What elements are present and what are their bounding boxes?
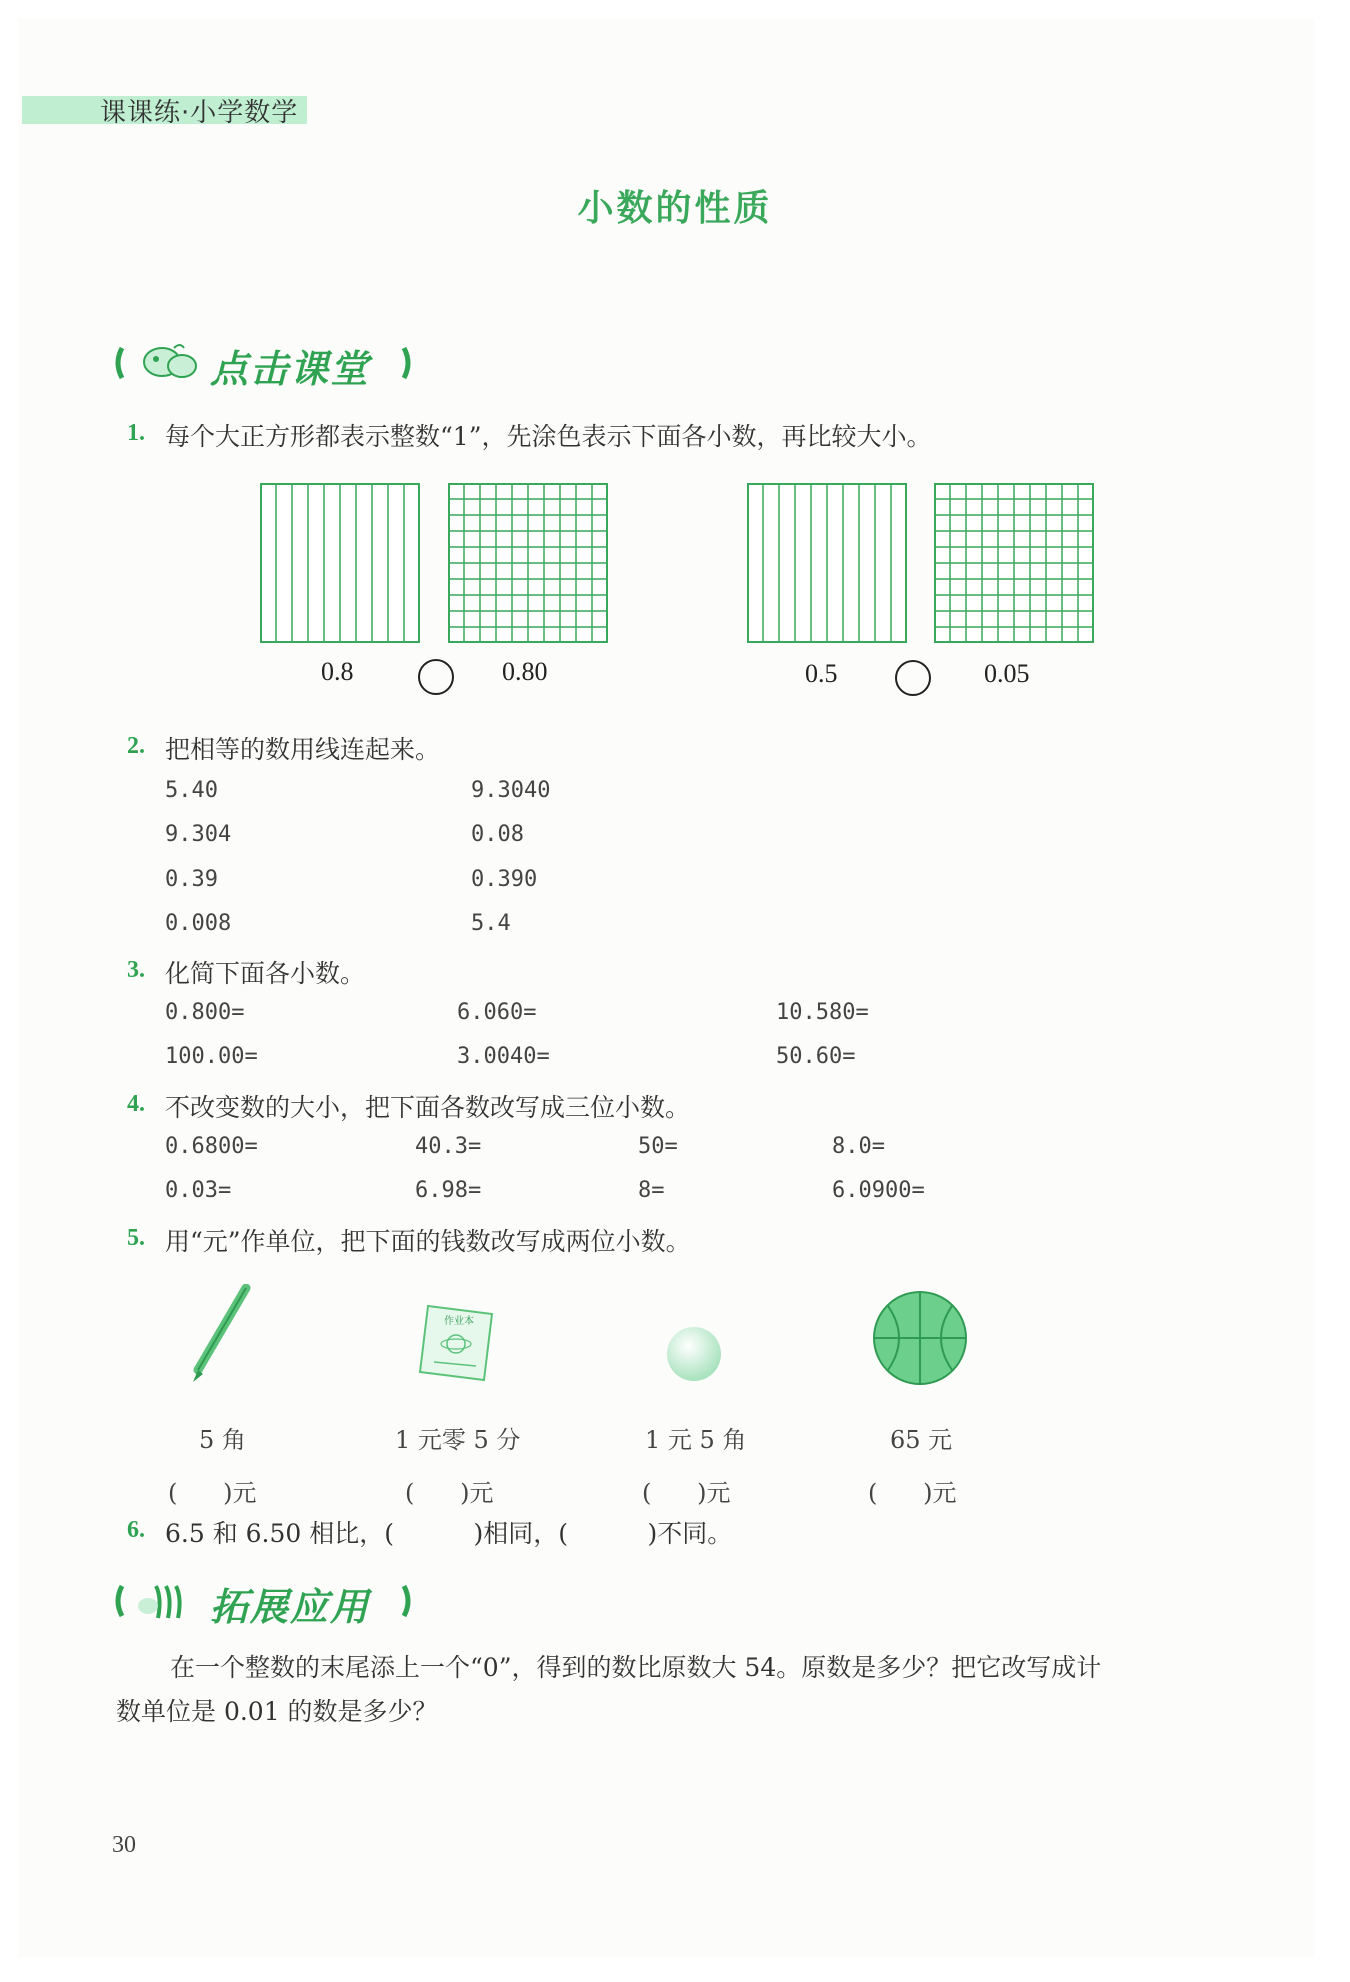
simplify-item[interactable]: 6.060=: [457, 1000, 537, 1025]
section-heading-classroom: [112, 340, 412, 391]
left-number[interactable]: 9.304: [165, 822, 232, 847]
tenths-grid-1[interactable]: [260, 483, 420, 643]
notebook-label: 作业本: [444, 1316, 474, 1327]
right-number[interactable]: 0.390: [471, 867, 538, 892]
simplify-item[interactable]: 3.0040=: [457, 1044, 550, 1069]
extension-text-line2: 数单位是 0.01 的数是多少？: [116, 1697, 438, 1726]
price-label: 5 角: [199, 1426, 246, 1454]
question-text[interactable]: 6.5 和 6.50 相比，( )相同，( )不同。: [165, 1519, 733, 1548]
price-label: 1 元零 5 分: [395, 1426, 521, 1454]
rewrite-item[interactable]: 50=: [638, 1134, 678, 1159]
right-number[interactable]: 0.08: [471, 822, 524, 847]
right-number[interactable]: 5.4: [471, 911, 511, 936]
simplify-item[interactable]: 10.580=: [776, 1000, 869, 1025]
compare-circle[interactable]: [895, 660, 931, 696]
right-number[interactable]: 9.3040: [471, 778, 551, 803]
notebook-icon: [414, 1300, 500, 1386]
question-number: 6.: [127, 1517, 145, 1543]
left-number[interactable]: 0.39: [165, 867, 218, 892]
price-label: 65 元: [890, 1426, 953, 1454]
answer-blank[interactable]: ( )元: [868, 1479, 957, 1507]
left-number[interactable]: 5.40: [165, 778, 218, 803]
decimal-label: 0.8: [321, 657, 354, 686]
rewrite-item[interactable]: 0.6800=: [165, 1134, 258, 1159]
question-number: 1.: [127, 420, 145, 446]
pencil-icon: [186, 1284, 256, 1384]
simplify-item[interactable]: 50.60=: [776, 1044, 856, 1069]
rewrite-item[interactable]: 8=: [638, 1178, 665, 1203]
rewrite-item[interactable]: 8.0=: [832, 1134, 885, 1159]
section-heading-extension: [112, 1578, 412, 1629]
question-text: 不改变数的大小，把下面各数改写成三位小数。: [165, 1093, 691, 1122]
simplify-item[interactable]: 0.800=: [165, 1000, 245, 1025]
compare-circle[interactable]: [418, 659, 454, 695]
section-label: 点击课堂: [210, 347, 371, 391]
tenths-grid-2[interactable]: [747, 483, 907, 643]
decimal-label: 0.5: [805, 659, 838, 688]
price-label: 1 元 5 角: [645, 1426, 747, 1454]
answer-blank[interactable]: ( )元: [168, 1479, 257, 1507]
section-label: 拓展应用: [210, 1585, 371, 1629]
page-title: 小数的性质: [577, 188, 773, 229]
question-text: 化简下面各小数。: [165, 959, 366, 988]
extension-text-line1: 在一个整数的末尾添上一个“0”，得到的数比原数大 54。原数是多少？把它改写成计: [170, 1653, 1102, 1682]
ball-icon: [664, 1324, 724, 1384]
decimal-label: 0.05: [984, 659, 1030, 688]
rewrite-item[interactable]: 6.0900=: [832, 1178, 925, 1203]
basketball-icon: [870, 1288, 970, 1388]
page-number: 30: [112, 1832, 136, 1858]
hundredths-grid-2[interactable]: [934, 483, 1094, 643]
rewrite-item[interactable]: 0.03=: [165, 1178, 232, 1203]
rewrite-item[interactable]: 40.3=: [415, 1134, 482, 1159]
hundredths-grid-1[interactable]: [448, 483, 608, 643]
question-text: 把相等的数用线连起来。: [165, 735, 441, 764]
question-number: 3.: [127, 957, 145, 983]
book-title: 课课练·小学数学: [100, 98, 299, 128]
left-number[interactable]: 0.008: [165, 911, 232, 936]
answer-blank[interactable]: ( )元: [642, 1479, 731, 1507]
question-number: 2.: [127, 733, 145, 759]
answer-blank[interactable]: ( )元: [405, 1479, 494, 1507]
rewrite-item[interactable]: 6.98=: [415, 1178, 482, 1203]
question-text: 用“元”作单位，把下面的钱数改写成两位小数。: [165, 1227, 691, 1256]
decimal-label: 0.80: [502, 657, 548, 686]
question-number: 5.: [127, 1225, 145, 1251]
question-number: 4.: [127, 1091, 145, 1117]
simplify-item[interactable]: 100.00=: [165, 1044, 258, 1069]
question-text: 每个大正方形都表示整数“1”，先涂色表示下面各小数，再比较大小。: [165, 422, 932, 451]
